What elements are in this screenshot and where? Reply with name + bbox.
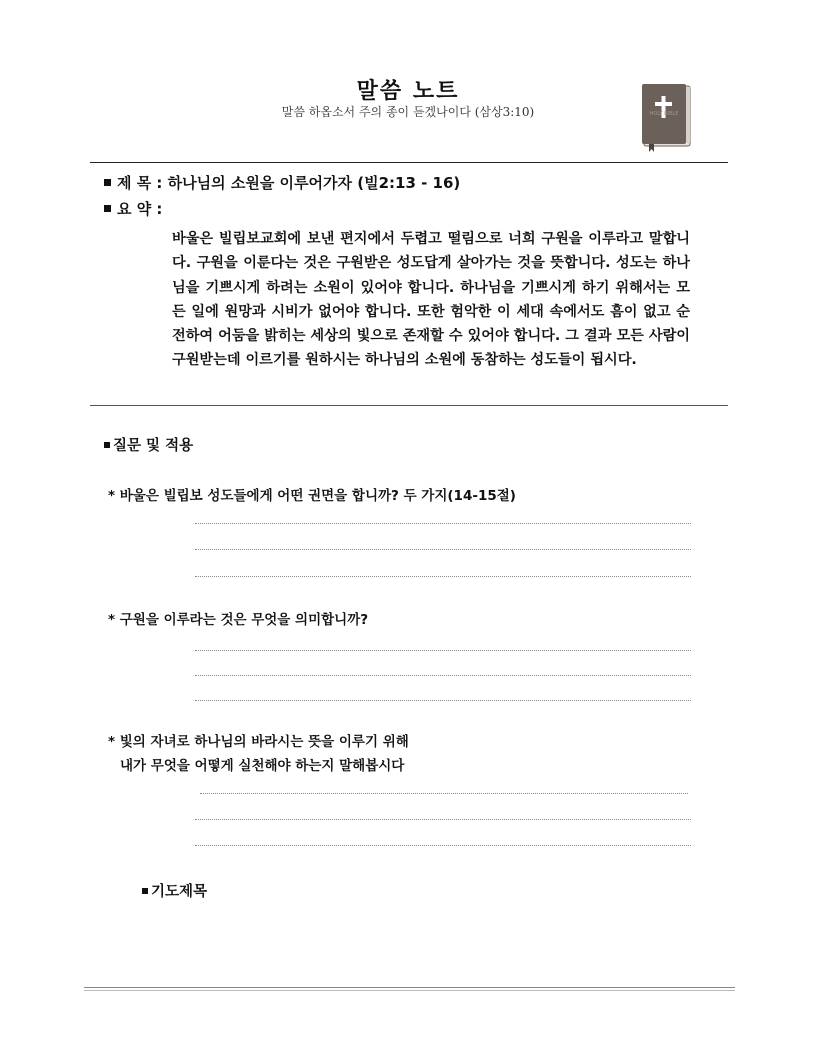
- question-3-line-1: * 빛의 자녀로 하나님의 바라시는 뜻을 이루기 위해: [108, 734, 409, 750]
- bullet-square-icon: [104, 442, 110, 448]
- header-divider: [90, 162, 728, 163]
- question-3-line-2: 내가 무엇을 어떻게 실천해야 하는지 말해봅시다: [120, 758, 405, 774]
- answer-line[interactable]: [200, 793, 688, 794]
- questions-title-text: 질문 및 적용: [113, 438, 194, 454]
- topic-row: [104, 172, 460, 193]
- answer-line[interactable]: [195, 845, 691, 846]
- topic-label: 제 목 :: [117, 174, 163, 192]
- section-divider: [90, 405, 728, 406]
- answer-line[interactable]: [195, 819, 691, 820]
- footer-divider: [84, 987, 735, 988]
- bullet-square-icon: [104, 205, 111, 212]
- answer-line[interactable]: [195, 523, 691, 524]
- topic-value: 하나님의 소원을 이루어가자 (빌2:13 - 16): [167, 174, 461, 192]
- question-3: [108, 730, 409, 778]
- page-subtitle: 말씀 하옵소서 주의 종이 듣겠나이다 (삼상3:10): [281, 105, 535, 119]
- bullet-square-icon: [142, 888, 148, 894]
- bullet-square-icon: [104, 179, 111, 186]
- questions-section-title: [104, 434, 193, 455]
- question-2: * 구원을 이루라는 것은 무엇을 의미합니까?: [108, 612, 369, 628]
- bible-cross-icon: [640, 82, 694, 152]
- summary-text: 바울은 빌립보교회에 보낸 편지에서 두렵고 떨림으로 너희 구원을 이루라고 말합니다. 구원을 이룬다는 것은 구원받은 성도답게 살아가는 것을 뜻합니다. 성도는 하나님을 기쁘시게 하려는 소원이 있어야 합니다. 하나님을 기쁘시게 하기 위해서는 모든 일에 원망과 시비가 없어야 합니다. 또한 험악한 이 세대 속에서도 흠이 없고 순전하여 어둠을 밝히는 세상의 빛으로 존재할 수 있어야 합니다. 그 결과 모든 사람이 구원받는데 이르기를 원하시는 하나님의 소원에 동참하는 성도들이 됩시다.: [172, 231, 690, 369]
- prayer-title-text: 기도제목: [151, 884, 208, 900]
- answer-line[interactable]: [195, 700, 691, 701]
- answer-line[interactable]: [195, 549, 691, 550]
- question-1: * 바울은 빌립보 성도들에게 어떤 권면을 합니까? 두 가지(14-15절): [108, 488, 516, 504]
- summary-label: 요 약 :: [117, 200, 163, 218]
- page-title: 말씀 노트: [356, 79, 460, 104]
- answer-line[interactable]: [195, 650, 691, 651]
- svg-text:HOLY BIBLE: HOLY BIBLE: [649, 111, 679, 117]
- answer-line[interactable]: [195, 576, 691, 577]
- prayer-section-title: [142, 880, 207, 901]
- summary-row: [104, 198, 162, 219]
- answer-line[interactable]: [195, 675, 691, 676]
- footer-divider-shadow: [84, 990, 735, 991]
